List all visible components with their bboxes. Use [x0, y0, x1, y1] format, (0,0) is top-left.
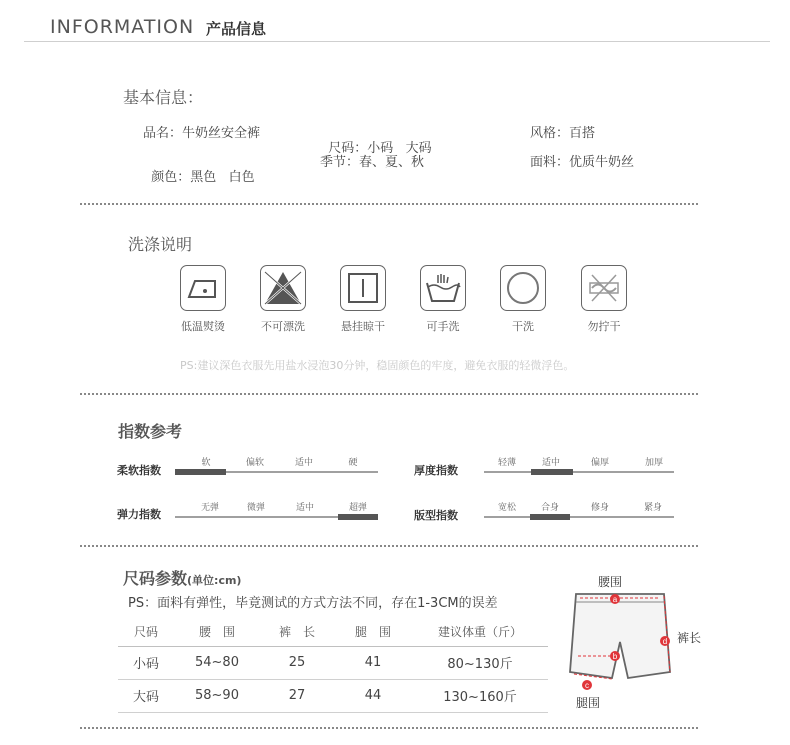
size-header-cell: 腿 围	[334, 618, 412, 646]
softness-level: 软	[201, 458, 211, 468]
size-value: 小码 大码	[367, 141, 432, 156]
section-divider	[80, 393, 698, 395]
fit-index-track	[484, 516, 674, 518]
section-divider	[80, 545, 698, 547]
size-header-cell: 腰 围	[174, 618, 260, 646]
season-value: 春、夏、秋	[359, 155, 425, 170]
header-title-en: INFORMATION	[50, 16, 195, 38]
color-value: 黑色 白色	[190, 170, 255, 185]
size-title-group	[123, 566, 241, 589]
care-label-no-wring: 勿拧干	[587, 320, 621, 333]
size-header-cell: 裤 长	[260, 618, 334, 646]
diagram-mark-a-text: a	[612, 595, 618, 604]
dry-clean-icon	[500, 265, 546, 311]
thickness-level: 加厚	[644, 458, 663, 468]
fit-level: 宽松	[497, 503, 516, 513]
table-cell: 130~160斤	[412, 679, 548, 712]
diagram-mark-d-text: d	[662, 637, 668, 646]
index-title: 指数参考	[118, 422, 183, 441]
shorts-diagram	[560, 586, 680, 696]
elasticity-index-label: 弹力指数	[117, 508, 161, 521]
care-label-dry-clean: 干洗	[512, 320, 534, 333]
table-cell: 25	[260, 646, 334, 679]
elasticity-index-marker	[338, 514, 378, 520]
color-label: 颜色：	[151, 170, 191, 185]
thickness-level: 轻薄	[497, 458, 516, 468]
product-name-value: 牛奶丝安全裤	[182, 126, 261, 141]
care-label-hand-wash: 可手洗	[426, 320, 460, 333]
size-title: 尺码参数	[123, 569, 188, 588]
table-cell: 27	[260, 679, 334, 712]
basic-info-title: 基本信息：	[123, 88, 204, 107]
product-name-field	[143, 122, 260, 141]
table-cell: 80~130斤	[412, 646, 548, 679]
style-field	[530, 122, 595, 141]
size-table	[118, 618, 548, 713]
fit-level: 合身	[540, 503, 559, 513]
table-cell: 大码	[118, 679, 174, 712]
fabric-label: 面料：	[530, 155, 570, 170]
color-field	[143, 151, 255, 185]
table-cell: 58~90	[174, 679, 260, 712]
section-divider	[80, 727, 698, 729]
elasticity-level: 适中	[295, 503, 314, 513]
hand-wash-icon	[420, 265, 466, 311]
diagram-mark-c-text: c	[585, 681, 589, 690]
softness-index-label: 柔软指数	[117, 464, 161, 477]
table-cell: 41	[334, 646, 412, 679]
table-row	[118, 646, 548, 679]
no-wring-icon	[581, 265, 627, 311]
thickness-level: 偏厚	[590, 458, 609, 468]
thickness-index-label: 厚度指数	[414, 464, 458, 477]
softness-level: 偏软	[245, 458, 264, 468]
fit-index-label: 版型指数	[414, 509, 458, 522]
table-cell: 54~80	[174, 646, 260, 679]
size-header-cell: 建议体重（斤）	[412, 618, 548, 646]
elasticity-level: 微弹	[246, 503, 265, 513]
care-note: PS:建议深色衣服先用盐水浸泡30分钟，稳固颜色的牢度，避免衣服的轻微浮色。	[180, 359, 575, 372]
elasticity-level: 超弹	[348, 503, 367, 513]
size-header-cell: 尺码	[118, 618, 174, 646]
table-cell: 小码	[118, 646, 174, 679]
iron-low-icon	[180, 265, 226, 311]
fit-level: 修身	[590, 503, 609, 513]
style-label: 风格：	[530, 126, 570, 141]
size-note: PS：面料有弹性，毕竟测试的方式方法不同，存在1-3CM的误差	[128, 596, 498, 611]
product-name-label: 品名：	[143, 126, 183, 141]
thickness-level: 适中	[541, 458, 560, 468]
thickness-index-marker	[531, 469, 573, 475]
style-value: 百搭	[569, 126, 596, 141]
elasticity-level: 无弹	[200, 503, 219, 513]
size-table-header	[118, 618, 548, 646]
diagram-mark-b-text: b	[612, 652, 618, 661]
fabric-value: 优质牛奶丝	[569, 155, 635, 170]
care-label-iron: 低温熨烫	[181, 320, 225, 333]
season-label: 季节：	[320, 155, 360, 170]
section-divider	[80, 203, 698, 205]
softness-index-marker	[175, 469, 226, 475]
thickness-index-track	[484, 471, 674, 473]
table-cell: 44	[334, 679, 412, 712]
softness-level: 适中	[294, 458, 313, 468]
no-bleach-icon	[260, 265, 306, 311]
care-label-hang-dry: 悬挂晾干	[341, 320, 385, 333]
header-divider	[24, 41, 770, 42]
care-title: 洗涤说明	[128, 235, 193, 254]
season-field	[320, 151, 424, 170]
header-title-cn: 产品信息	[206, 20, 267, 38]
care-label-no-bleach: 不可漂洗	[261, 320, 305, 333]
diagram-length-label: 裤长	[677, 631, 702, 645]
diagram-waist-label: 腰围	[598, 575, 623, 589]
hang-dry-icon	[340, 265, 386, 311]
size-label: 尺码：	[328, 141, 368, 156]
fit-level: 紧身	[643, 503, 662, 513]
softness-level: 硬	[348, 458, 358, 468]
size-unit: (单位:cm)	[187, 574, 242, 587]
diagram-leg-label: 腿围	[576, 696, 601, 710]
fit-index-marker	[530, 514, 570, 520]
table-row	[118, 679, 548, 712]
fabric-field	[530, 151, 634, 170]
